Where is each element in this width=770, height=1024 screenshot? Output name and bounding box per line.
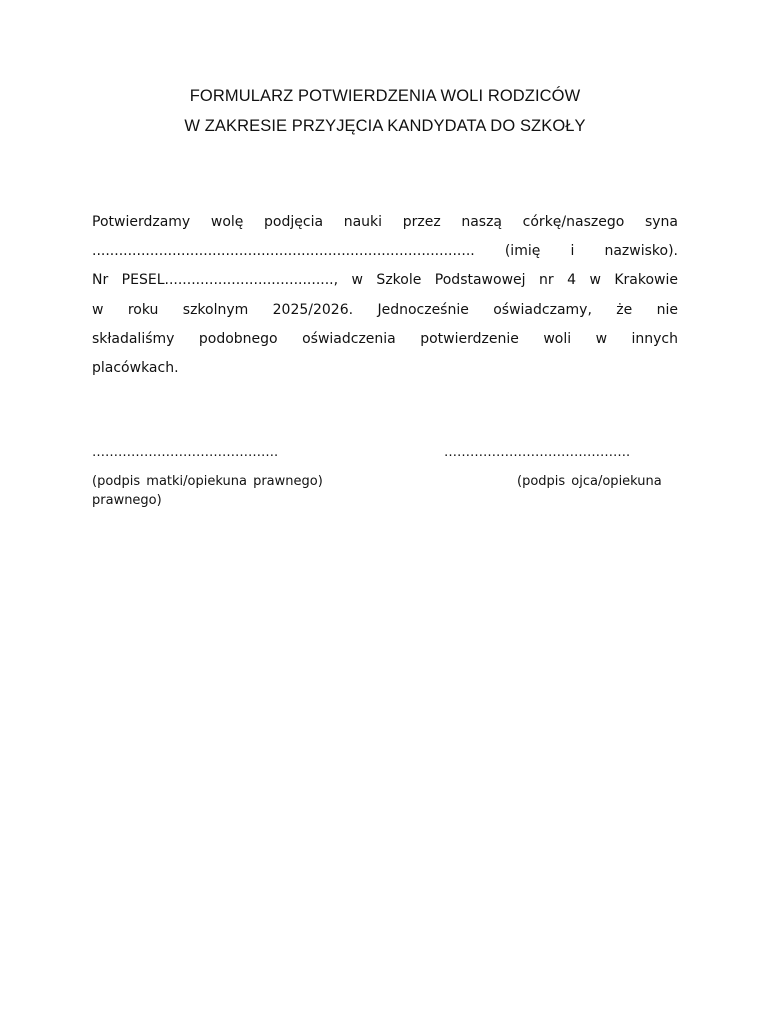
mother-signature-line: ……………………………………. <box>92 445 279 460</box>
father-signature-caption-continuation: prawnego) <box>92 493 162 508</box>
father-signature-line: ……………………………………. <box>444 445 631 460</box>
body-text-line-4: w roku szkolnym 2025/2026. Jednocześnie oświadczamy, że nie <box>92 302 678 318</box>
form-title-line-2: W ZAKRESIE PRZYJĘCIA KANDYDATA DO SZKOŁY <box>184 117 586 135</box>
body-text-line-2: ...................................................................................... (imię i nazwisko). <box>92 243 678 259</box>
body-text-line-5: składaliśmy podobnego oświadczenia potwierdzenie woli w innych <box>92 331 678 347</box>
form-title-line-1: FORMULARZ POTWIERDZENIA WOLI RODZICÓW <box>189 87 581 105</box>
body-text-line-1: Potwierdzamy wolę podjęcia nauki przez naszą córkę/naszego syna <box>92 214 678 230</box>
mother-signature-caption: (podpis matki/opiekuna prawnego) <box>92 474 323 489</box>
body-text-line-3: Nr PESEL......................................, w Szkole Podstawowej nr 4 w Krakowie <box>92 272 678 288</box>
father-signature-caption: (podpis ojca/opiekuna <box>517 474 662 489</box>
body-text-line-6: placówkach. <box>92 360 179 376</box>
